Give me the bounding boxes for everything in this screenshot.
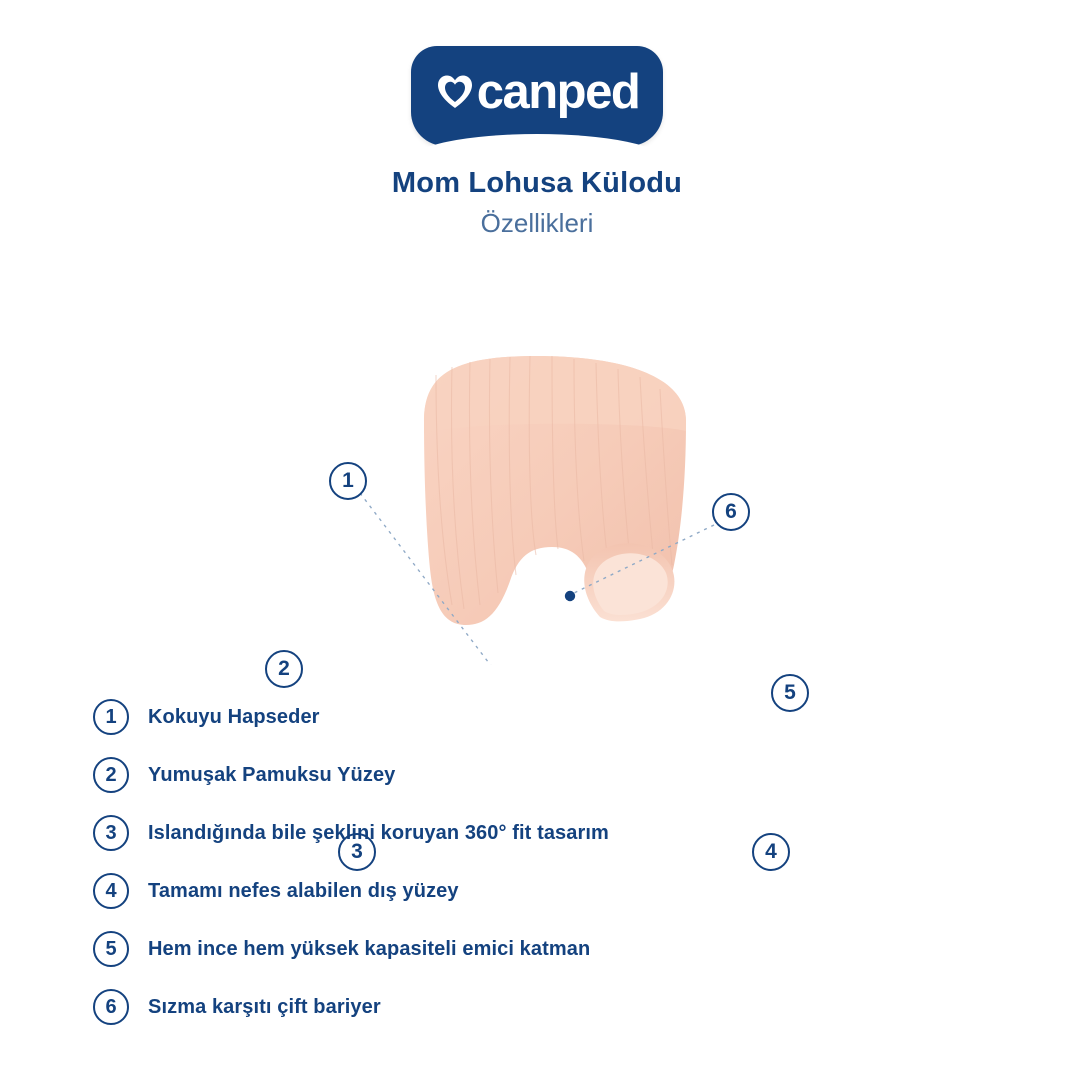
heart-icon bbox=[435, 72, 475, 112]
page-title: Mom Lohusa Külodu bbox=[391, 167, 683, 199]
feature-legend bbox=[93, 688, 973, 1036]
brand-logo-badge bbox=[411, 46, 663, 146]
callout-marker-6[interactable]: 6 bbox=[712, 493, 750, 531]
legend-number-3: 3 bbox=[93, 815, 129, 851]
legend-number-4: 4 bbox=[93, 873, 129, 909]
legend-item bbox=[93, 978, 973, 1036]
legend-item bbox=[93, 804, 973, 862]
legend-number-2: 2 bbox=[93, 757, 129, 793]
legend-label-2: Yumuşak Pamuksu Yüzey bbox=[148, 763, 396, 786]
legend-label-4: Tamamı nefes alabilen dış yüzey bbox=[148, 879, 459, 902]
legend-label-3: Islandığında bile şeklini koruyan 360° fit tasarım bbox=[148, 821, 609, 844]
legend-label-5: Hem ince hem yüksek kapasiteli emici katman bbox=[148, 937, 591, 960]
callout-marker-2[interactable]: 2 bbox=[265, 650, 303, 688]
legend-label-6: Sızma karşıtı çift bariyer bbox=[148, 995, 381, 1018]
legend-item bbox=[93, 688, 973, 746]
legend-item bbox=[93, 920, 973, 978]
callout-marker-1[interactable]: 1 bbox=[329, 462, 367, 500]
brand-logo-inner bbox=[435, 64, 640, 119]
legend-number-6: 6 bbox=[93, 989, 129, 1025]
legend-item bbox=[93, 746, 973, 804]
brand-wordmark: canped bbox=[476, 64, 640, 119]
legend-label-1: Kokuyu Hapseder bbox=[148, 705, 320, 728]
callout-marker-5[interactable]: 5 bbox=[771, 674, 809, 712]
legend-item bbox=[93, 862, 973, 920]
legend-number-5: 5 bbox=[93, 931, 129, 967]
legend-number-1: 1 bbox=[93, 699, 129, 735]
product-illustration bbox=[424, 356, 686, 625]
page-subtitle: Özellikleri bbox=[480, 208, 594, 238]
diagram-canvas bbox=[0, 225, 1074, 665]
callout-marker-4[interactable]: 4 bbox=[752, 833, 790, 871]
callout-marker-3[interactable]: 3 bbox=[338, 833, 376, 871]
